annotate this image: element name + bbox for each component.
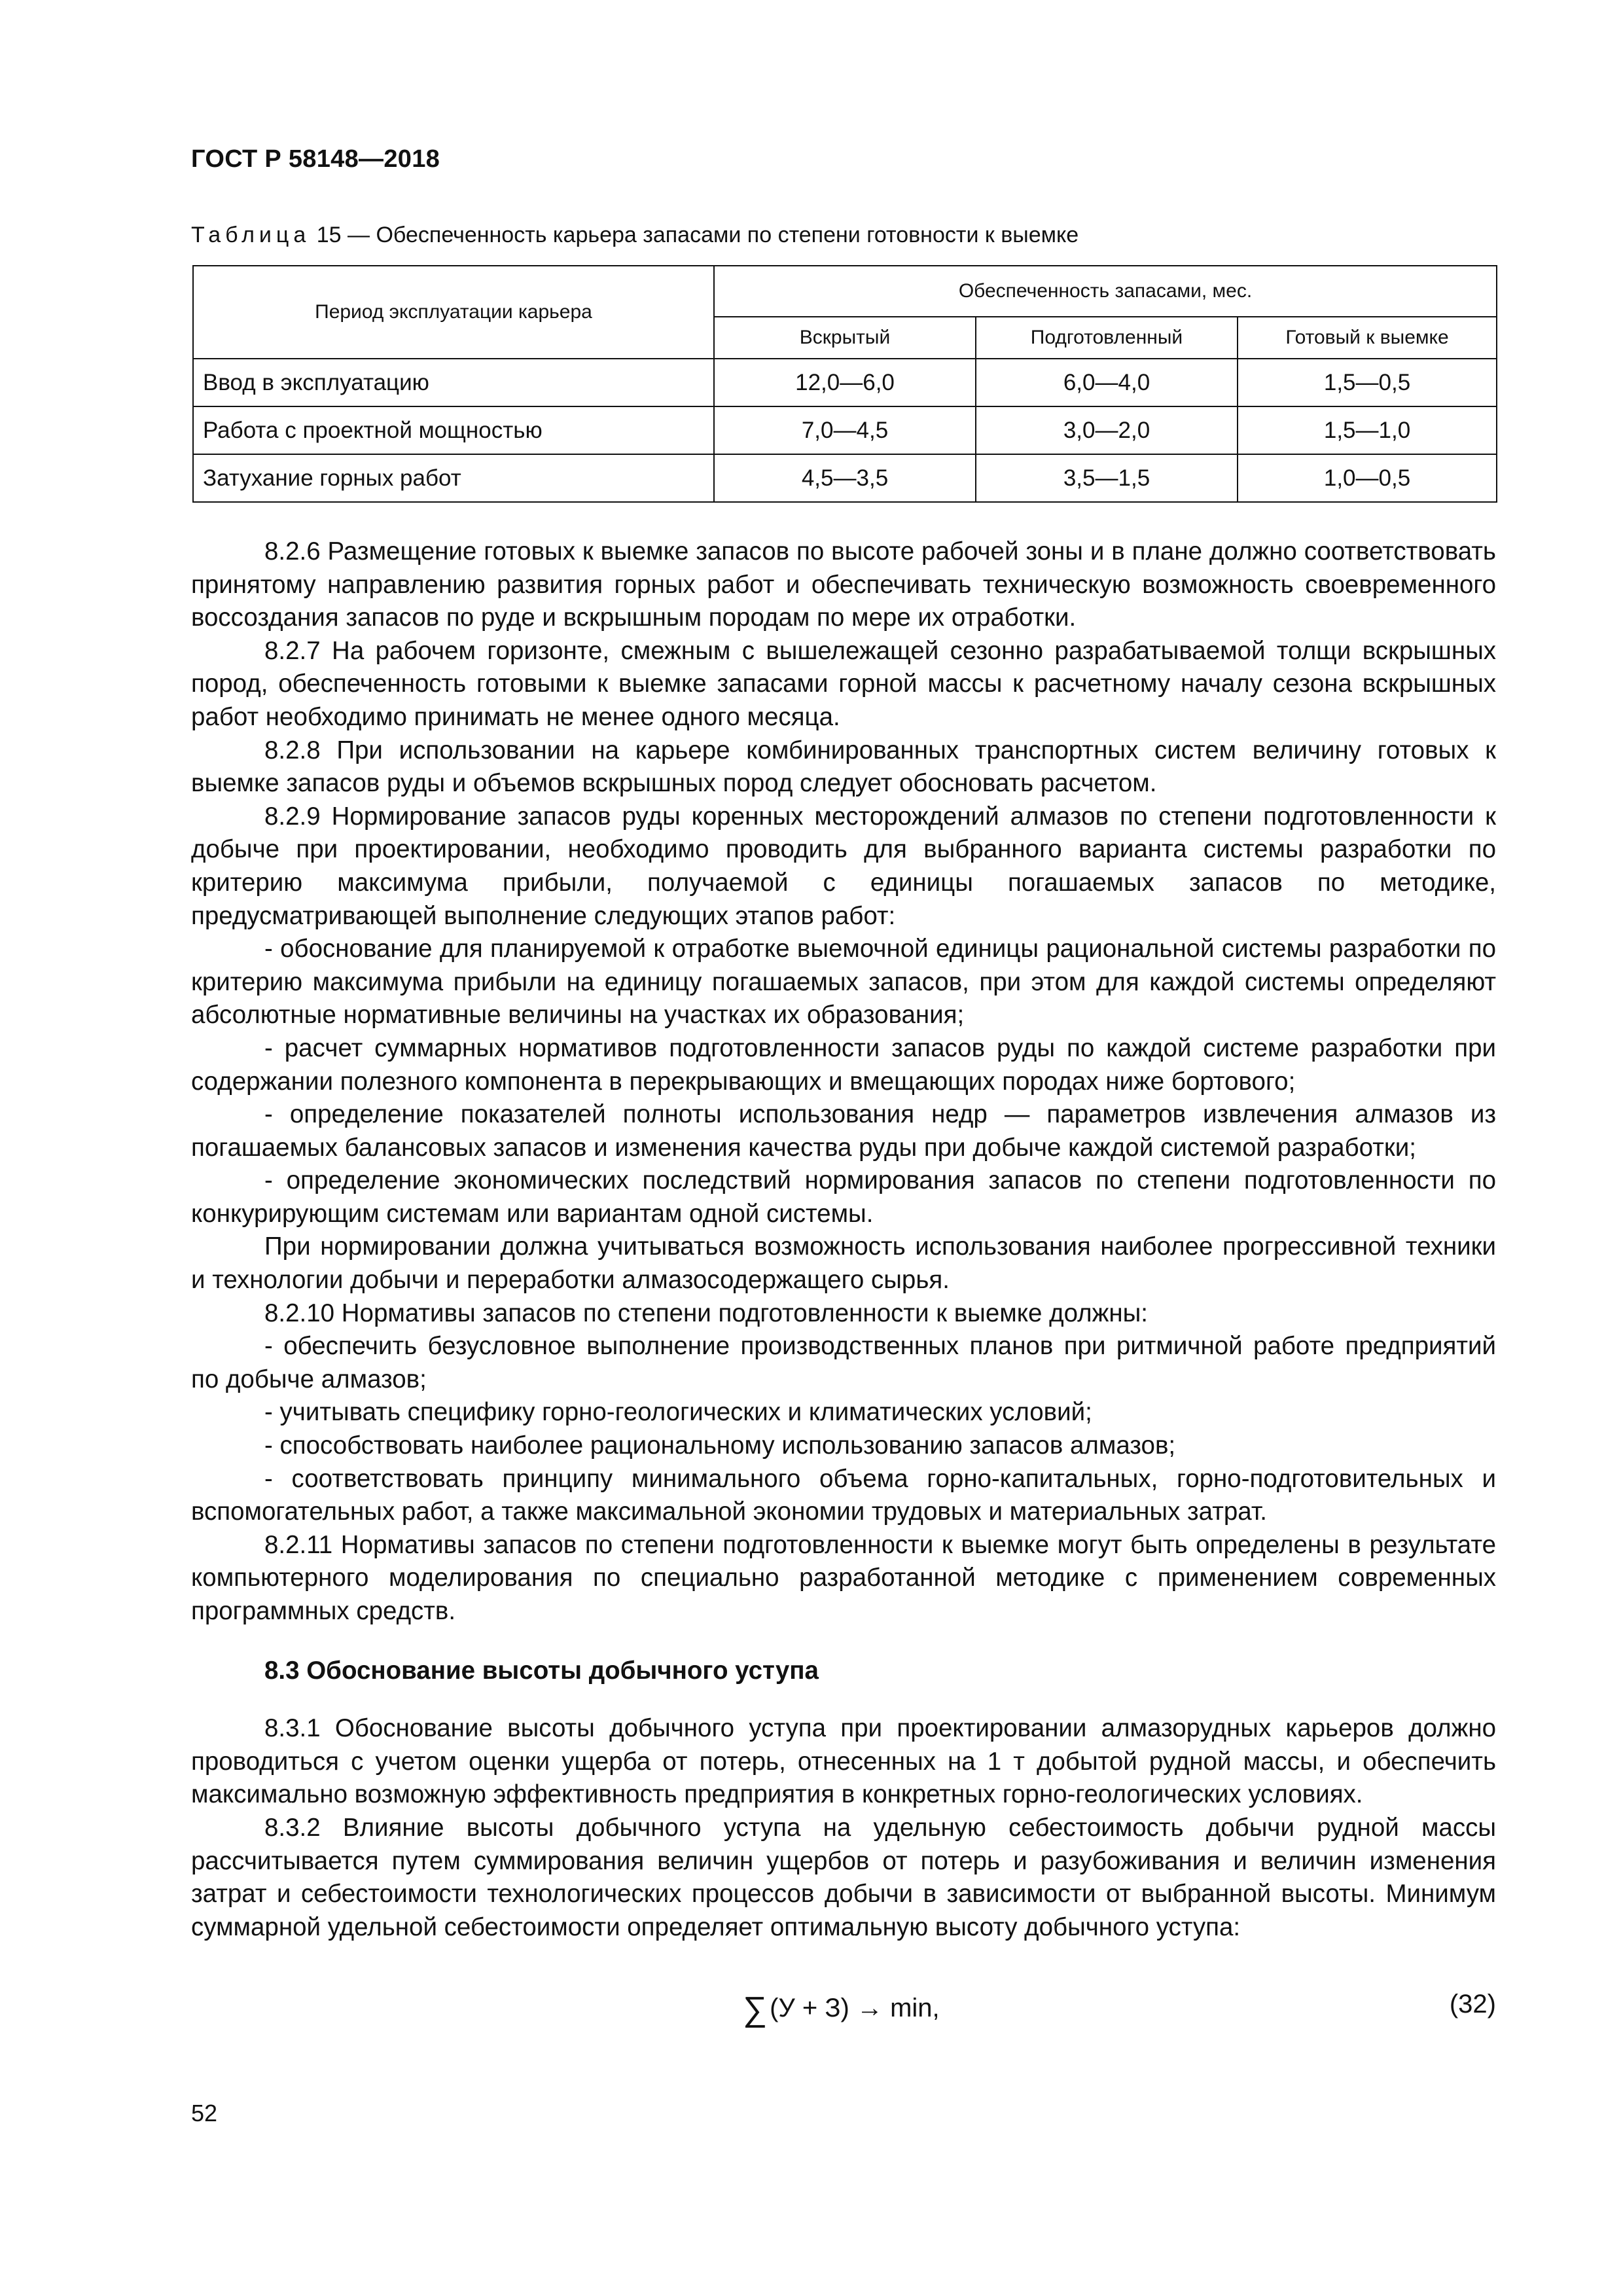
paragraph-8-2-11: 8.2.11 Нормативы запасов по степени подготовленности к выемке могут быть определены в результате компьютерного моделирования по специально разработанной методике с применением современных программных средств. <box>191 1530 1496 1625</box>
list-item: - учитывать специфику горно-геологических и климатических условий; <box>264 1398 1092 1427</box>
document-code-header: ГОСТ Р 58148—2018 <box>191 145 440 173</box>
body-text <box>191 535 1496 1944</box>
paragraph-normalization-note: При нормировании должна учитываться возможность использования наиболее прогрессивной техники и технологии добычи и переработки алмазосодержащего сырья. <box>191 1232 1496 1295</box>
page-number: 52 <box>191 2100 218 2126</box>
header-reserves-group: Обеспеченность запасами, мес. <box>714 266 1497 317</box>
list-item: - способствовать наиболее рациональному использованию запасов алмазов; <box>264 1431 1176 1460</box>
list-item: - обоснование для планируемой к отработке выемочной единицы рациональной системы разработки по критерию максимума прибыли на единицу погашаемых запасов, при этом для каждой системы определяют абсолютные нормативные величины на участках их образования; <box>191 935 1496 1030</box>
row-value-opened: 4,5—3,5 <box>714 454 976 502</box>
subheader-ready: Готовый к выемке <box>1238 317 1497 359</box>
row-value-ready: 1,0—0,5 <box>1238 454 1497 502</box>
row-value-ready: 1,5—1,0 <box>1238 406 1497 454</box>
table-header-row <box>193 266 1497 317</box>
row-value-ready: 1,5—0,5 <box>1238 359 1497 406</box>
table-caption <box>191 223 1079 248</box>
list-item: - расчет суммарных нормативов подготовленности запасов руды по каждой системе разработки при содержании полезного компонента в перекрывающих и вмещающих породах ниже бортового; <box>191 1033 1496 1096</box>
row-value-prepared: 6,0—4,0 <box>976 359 1238 406</box>
row-value-prepared: 3,5—1,5 <box>976 454 1238 502</box>
list-item: - определение экономических последствий нормирования запасов по степени подготовленности по конкурирующим системам или вариантам одной системы. <box>191 1166 1496 1228</box>
subheader-opened: Вскрытый <box>714 317 976 359</box>
header-period: Период эксплуатации карьера <box>193 266 714 359</box>
paragraph-8-2-6: 8.2.6 Размещение готовых к выемке запасов по высоте рабочей зоны и в плане должно соответствовать принятому направлению развития горных работ и обеспечивать техническую возможность своевременного воссоздания запасов по руде и вскрышным породам по мере их отработки. <box>191 537 1496 632</box>
paragraph-8-2-7: 8.2.7 На рабочем горизонте, смежным с вышележащей сезонно разрабатываемой толщи вскрышных пород, обеспеченность готовыми к выемке запасами горной массы к расчетному началу сезона вскрышных работ необходимо принимать не менее одного месяца. <box>191 636 1496 731</box>
paragraph-8-2-9: 8.2.9 Нормирование запасов руды коренных месторождений алмазов по степени подготовленности к добыче при проектировании, необходимо проводить для выбранного варианта системы разработки по критерию максимума прибыли, получаемой с единицы погашаемых запасов по методике, предусматривающей выполнение следующих этапов работ: <box>191 802 1496 930</box>
formula-number: (32) <box>1449 1990 1496 2018</box>
reserves-table <box>192 265 1497 503</box>
paragraph-8-3-2: 8.3.2 Влияние высоты добычного уступа на удельную себестоимость добычи рудной массы рассчитывается путем суммирования величин ущербов от потерь и разубоживания и величин изменения затрат и себестоимости технологических процессов добычи в зависимости от выбранной высоты. Минимум суммарной удельной себестоимости определяет оптимальную высоту добычного уступа: <box>191 1813 1496 1941</box>
table-row <box>193 359 1497 406</box>
list-item: - определение показателей полноты использования недр — параметров извлечения алмазов из погашаемых балансовых запасов и изменения качества руды при добыче каждой системой разработки; <box>191 1100 1496 1162</box>
list-item: - обеспечить безусловное выполнение производственных планов при ритмичной работе предприятий по добыче алмазов; <box>191 1332 1496 1393</box>
table-caption-text: 15 — Обеспеченность карьера запасами по степени готовности к выемке <box>316 223 1079 247</box>
table-row <box>193 406 1497 454</box>
list-item: - соответствовать принципу минимального объема горно-капитальных, горно-подготовительных и вспомогательных работ, а также максимальной экономии трудовых и материальных затрат. <box>191 1464 1496 1526</box>
table-caption-label: Таблица <box>191 223 311 247</box>
formula-expression: (У + З) → min, <box>770 1994 940 2022</box>
sum-symbol: ∑ <box>743 1990 768 2028</box>
paragraph-8-2-10: 8.2.10 Нормативы запасов по степени подготовленности к выемке должны: <box>264 1299 1149 1327</box>
paragraph-8-2-8: 8.2.8 При использовании на карьере комбинированных транспортных систем величину готовых к выемке запасов руды и объемов вскрышных пород следует обосновать расчетом. <box>191 736 1496 798</box>
row-value-opened: 12,0—6,0 <box>714 359 976 406</box>
row-value-prepared: 3,0—2,0 <box>976 406 1238 454</box>
row-period: Работа с проектной мощностью <box>193 406 714 454</box>
row-period: Затухание горных работ <box>193 454 714 502</box>
subheader-prepared: Подготовленный <box>976 317 1238 359</box>
formula-32 <box>743 1990 940 2029</box>
row-value-opened: 7,0—4,5 <box>714 406 976 454</box>
table-row <box>193 454 1497 502</box>
section-heading-8-3: 8.3 Обоснование высоты добычного уступа <box>264 1656 819 1685</box>
paragraph-8-3-1: 8.3.1 Обоснование высоты добычного уступа при проектировании алмазорудных карьеров должно проводиться с учетом оценки ущерба от потерь, отнесенных на 1 т добытой рудной массы, и обеспечить максимально возможную эффективность предприятия в конкретных горно-геологических условиях. <box>191 1714 1496 1809</box>
row-period: Ввод в эксплуатацию <box>193 359 714 406</box>
